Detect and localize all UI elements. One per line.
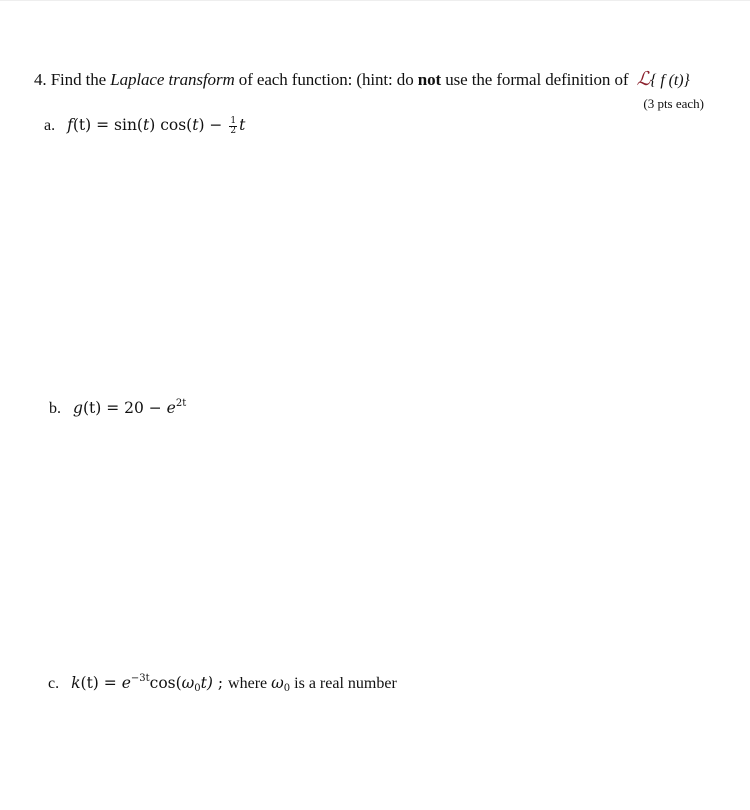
question-emphasis: Laplace transform	[110, 70, 235, 89]
page-top-border	[0, 0, 750, 1]
laplace-argument: { f (t)}	[650, 72, 690, 89]
part-c-omega: ω	[181, 674, 195, 692]
points-note: (3 pts each)	[643, 96, 704, 111]
question-prompt	[34, 68, 690, 90]
part-a-tail: t	[239, 116, 246, 134]
part-a-func: f	[67, 116, 73, 134]
part-c-omega-note	[271, 674, 290, 692]
part-b	[49, 398, 186, 418]
part-a-label: a.	[44, 117, 56, 134]
part-c-omega2: ω	[271, 674, 284, 692]
part-c-omega-sub: 0	[194, 683, 201, 694]
part-c-sep: ;	[212, 674, 229, 692]
part-c-eq: =	[98, 674, 122, 692]
part-c-cos-t: t)	[200, 674, 213, 692]
part-a-rhs-3: ) −	[198, 116, 228, 134]
part-b-func: g	[73, 399, 83, 417]
part-c-where: where	[228, 675, 272, 692]
part-a-rhs-2: ) cos(	[149, 116, 193, 134]
part-b-equation	[73, 399, 186, 417]
part-c-omega2-sub: 0	[283, 683, 291, 694]
part-c-func: k	[71, 674, 81, 692]
part-c	[48, 673, 397, 694]
part-c-var: (t)	[80, 674, 99, 692]
part-a-frac-den: 2	[230, 125, 237, 136]
part-b-base: e	[166, 399, 176, 417]
part-c-rest: is a real number	[290, 675, 397, 692]
part-c-exponent: −3t	[130, 673, 150, 684]
part-c-label: c.	[48, 675, 60, 692]
part-c-cos: cos(	[149, 674, 182, 692]
question-lead: 4. Find the	[34, 70, 111, 89]
part-a-frac-num: 1	[230, 115, 237, 126]
part-b-rhs: = 20 −	[101, 399, 167, 417]
part-a-var: (t)	[72, 116, 92, 134]
question-tail: use the formal definition of	[441, 70, 633, 89]
part-a-equation: f(t) = sin(t) cos(t) − $\frac{1}{2}$ t	[67, 115, 246, 136]
question-bold: not	[417, 70, 442, 89]
part-b-exponent: 2t	[175, 398, 187, 409]
part-b-var: (t)	[82, 399, 102, 417]
part-a-fraction	[229, 117, 237, 136]
part-c-base: e	[121, 674, 131, 692]
part-b-label: b.	[49, 400, 61, 417]
part-a-rhs-1: = sin(	[91, 116, 143, 134]
part-c-equation	[71, 674, 228, 692]
part-a	[44, 116, 245, 136]
question-mid: of each function: (hint: do	[234, 70, 418, 89]
laplace-symbol: ℒ	[636, 68, 651, 90]
